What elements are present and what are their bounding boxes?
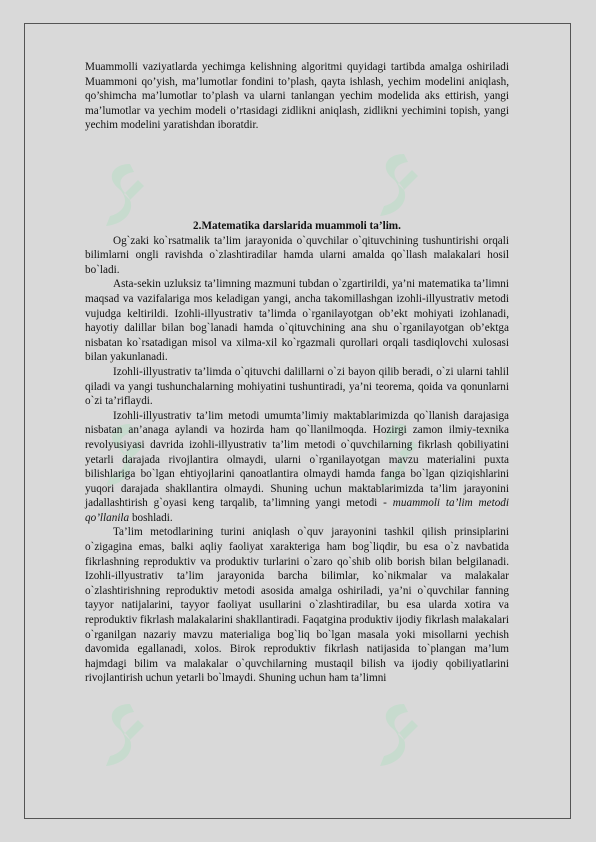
emphasis-term: muammoli ta’lim metodi qo’llanila bbox=[85, 497, 509, 524]
watermark-logo-icon bbox=[100, 700, 144, 770]
section-heading: 2.Matematika darslarida muammoli ta’lim. bbox=[193, 220, 401, 232]
paragraph-1: Og`zaki ko`rsatmalik ta’lim jarayonida o`quvchilar o`qituvchining tushuntirishi orqali bilimlarni ongli ravishda o`zlashtiradilar hamda ularni amalda qo`llash malakalari hosil bo`ladi. bbox=[85, 234, 509, 276]
paragraph-3: Izohli-illyustrativ ta’limda o`qituvchi dalillarni o`zi bayon qilib beradi, o`zi ularni tahlil qiladi va yangi tushunchalarning mohiyatini tushuntiradi, ya’ni teorema, qoida va qonunlarni o`zi ta’riflaydi. bbox=[85, 365, 509, 408]
paragraph-2: Asta-sekin uzluksiz ta’limning mazmuni tubdan o`zgartirildi, ya’ni matematika ta’limni maqsad va vazifalariga mos keladigan yangi, ancha takomillashgan izohli-illyustrativ metodi vujudga keltirildi. Izohli-illyustrativ ta’limda o`rganilayotgan ob’ekt mohiyati izohlanadi, hayotiy dalillar bilan bog`lanadi hamda o`qituvchining ana shu o`rganilayotgan ob’ektga nisbatan ko`rsatadigan misol va xilma-xil ko`rgazmali qurollari orqali tasdiqlovchi xulosasi bilan yakunlanadi. bbox=[85, 278, 509, 364]
watermark-logo-icon bbox=[374, 700, 418, 770]
section-body bbox=[85, 219, 509, 686]
paragraph-4-tail: boshladi. bbox=[129, 511, 173, 524]
paragraph-4 bbox=[85, 409, 509, 526]
paragraph-5: Ta’lim metodlarining turini aniqlash o`quv jarayonini tashkil qilish prinsiplarini o`zigagina emas, balki aqliy faoliyat xarakteriga ham bog`liqdir, bu esa o`z navbatida fikrlashning reproduktiv va produktiv turlarini o`zaro qo`shib olib borish bilan belgilanadi. Izohli-illyustrativ ta’lim jarayonida barcha bilimlar, ko`nikmalar va malakalar o`zlashtirishning reproduktiv metodi asosida amalga oshiriladi, ya’ni o`quvchilar fanning tayyor natijalarini, tayyor faoliyat usullarini o`zlashtiradilar, bu esa ularda xotira va reproduktiv fikrlash malakalarini shakllantiradi. Faqatgina produktiv ijodiy fikrlash malakalari o`rganilgan nazariy mavzu materialiga bog`liq bo`lgan masala yoki misollarni yechish davomida egallanadi, xolos. Birok reproduktiv fikrlash natijasida to`plangan ma’lum hajmdagi bilim va malakalar o`quvchilarning mustaqil bilish va ijodiy qobiliyatlarini rivojlantirish uchun yetarli bo`lmaydi. Shuning uchun ham ta’limni bbox=[85, 526, 509, 685]
paragraph-4-text: Izohli-illyustrativ ta’lim metodi umumta’limiy maktablarimizda qo`llanish darajasiga nisbatan an’anaga aylandi va hozirda ham qo`llanilmoqda. Hozirgi zamon ilmiy-texnika revolyusiyasi davrida izohli-illyustrativ ta’lim metodi o`quvchilarning fikrlash qobiliyatini yetarli darajada rivojlantira olmaydi, ularni o`rganilayotgan mavzu materialini puxta bilishlariga bo`lgan ehtiyojlarini qanoatlantira olmaydi hamda fanga bo`lgan qiziqishlarini yuqori darajada shakllantira olmaydi. Shuning uchun maktablarimizda ta’lim jarayonini jadallashtirish g`oyasi keng tarqalib, ta’limning yangi metodi - bbox=[85, 409, 509, 510]
watermark-logo-icon bbox=[374, 150, 418, 220]
intro-paragraph: Muammolli vaziyatlarda yechimga kelishning algoritmi quyidagi tartibda amalga oshiriladi Muammoni qo’yish, ma’lumotlar fondini to’plash, qayta ishlash, yechim modelini aniqlash, qo’shimcha ma’lumotlar to’plash va ularni tanlangan yechim modelida aks ettirish, yangi ma’lumotlar va yechim modeli o’rtasidagi zidlikni aniqlash, zidlikni yechimini topish, yangi yechim modelini yaratishdan iboratdir. bbox=[85, 61, 509, 132]
intro-block bbox=[85, 60, 509, 133]
